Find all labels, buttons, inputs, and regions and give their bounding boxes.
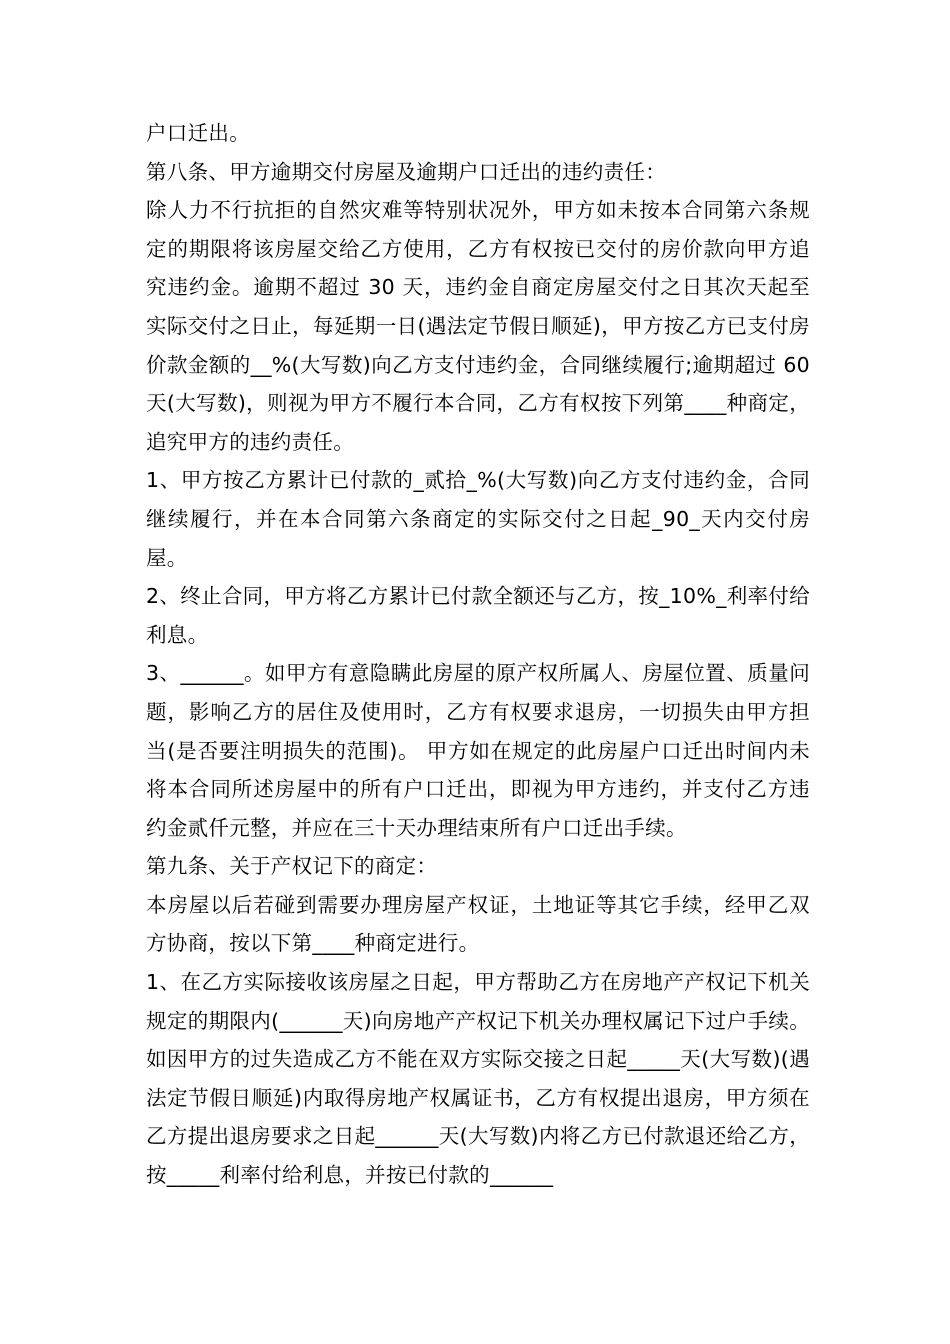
article-8-heading: 第八条、甲方逾期交付房屋及逾期户口迁出的违约责任：: [146, 159, 666, 184]
article-9-body: 本房屋以后若碰到需要办理房屋产权证，土地证等其它手续，经甲乙双方协商，按以下第____种商定进行。: [146, 892, 810, 956]
article-8-item-1: 1、甲方按乙方累计已付款的_贰拾_%(大写数)向乙方支付违约金，合同继续履行，并在本合同第六条商定的实际交付之日起_90_天内交付房屋。: [146, 468, 810, 570]
article-9-heading: 第九条、关于产权记下的商定：: [146, 854, 438, 879]
article-8-item-2: 2、终止合同，甲方将乙方累计已付款全额还与乙方，按_10%_利率付给利息。: [146, 584, 810, 647]
article-9-item-1: 1、在乙方实际接收该房屋之日起，甲方帮助乙方在房地产产权记下机关规定的期限内(______天)向房地产产权记下机关办理权属记下过户手续。如因甲方的过失造成乙方不能在双方实际交接之日起_____天(大写数)(遇法定节假日顺延)内取得房地产权属证书，乙方有权提出退房，甲方须在乙方提出退房要求之日起______天(大写数)内将乙方已付款退还给乙方，按_____利率付给利息，并按已付款的______: [146, 970, 810, 1188]
article-8-body: 除人力不行抗拒的自然灾难等特别状况外，甲方如未按本合同第六条规定的期限将该房屋交给乙方使用，乙方有权按已交付的房价款向甲方追究违约金。逾期不超过 30 天，违约金自商定房屋交付之日其次天起至实际交付之日止，每延期一日(遇法定节假日顺延)，甲方按乙方已支付房价款金额的__%(大写数)向乙方支付违约金，合同继续履行;逾期超过 60 天(大写数)，则视为甲方不履行本合同，乙方有权按下列第____种商定，追究甲方的违约责任。: [146, 198, 810, 454]
article-8-item-3: 3、______。如甲方有意隐瞒此房屋的原产权所属人、房屋位置、质量问题，影响乙方的居住及使用时，乙方有权要求退房，一切损失由甲方担当(是否要注明损失的范围)。 甲方如在规定的此房屋户口迁出时间内未将本合同所述房屋中的所有户口迁出，即视为甲方违约，并支付乙方违约金贰仟元整，并应在三十天办理结束所有户口迁出手续。: [146, 661, 810, 840]
paragraph-household-moveout-end: 户口迁出。: [146, 121, 250, 145]
document-body: [146, 114, 810, 1195]
